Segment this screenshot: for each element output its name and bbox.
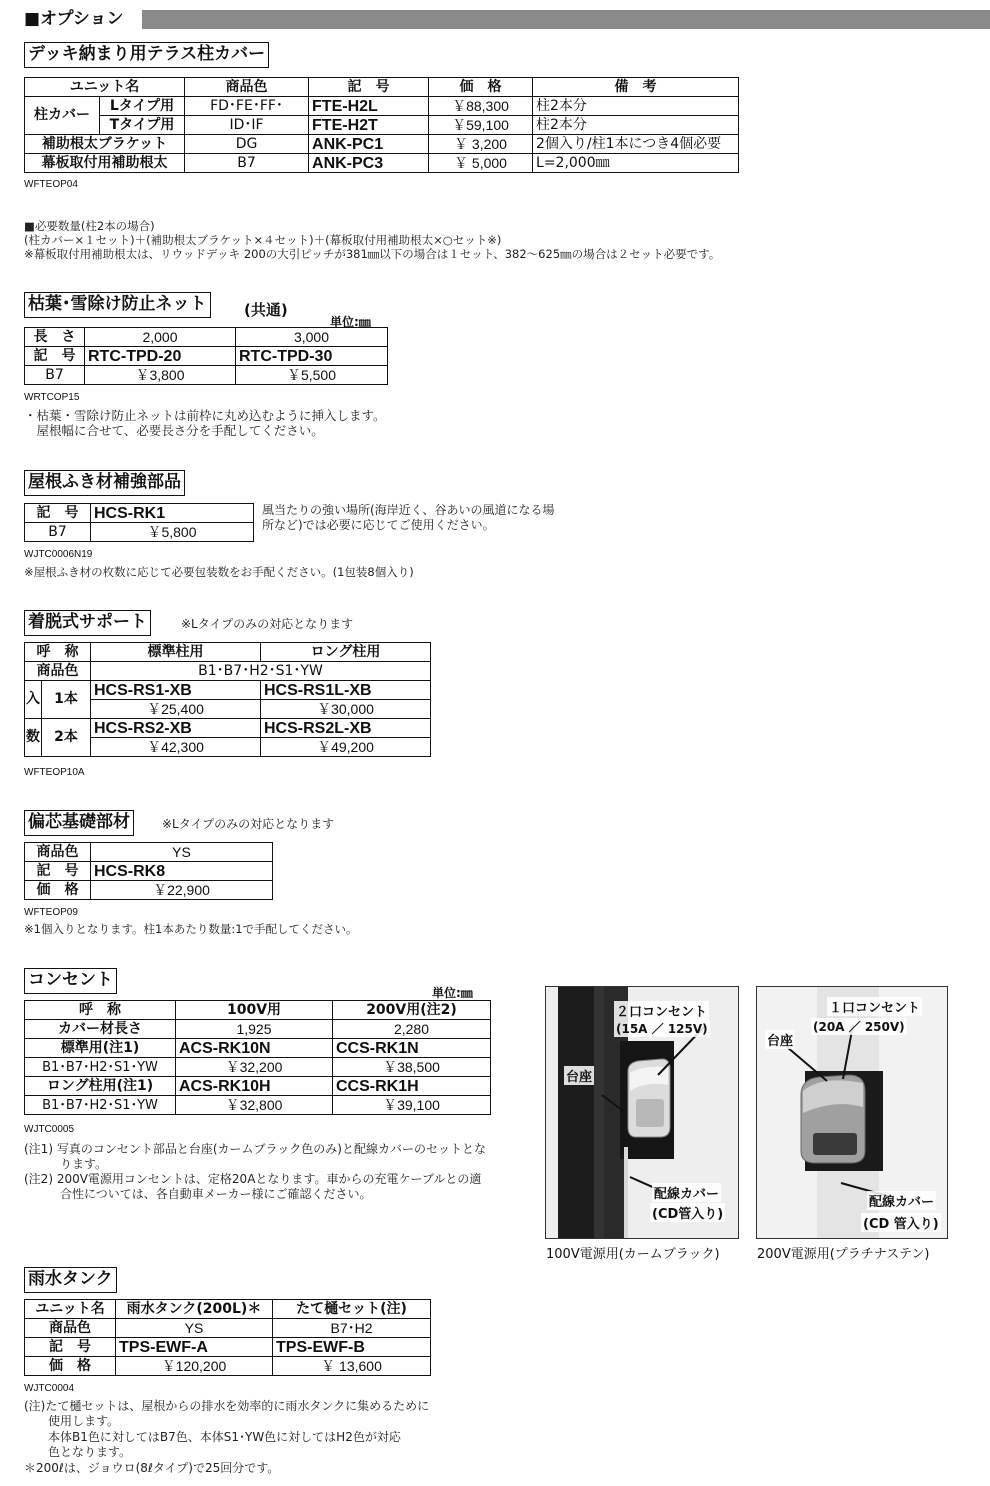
tank-code: TPS-EWF-A [116,1338,273,1357]
outlet-price: ￥38,500 [333,1058,491,1077]
net-ref-code: WRTCOP15 [24,392,80,403]
deck-title: デッキ納まり用テラス柱カバー [24,42,269,68]
outlet-title: コンセント [24,968,117,994]
table-row [25,1357,431,1376]
deck-ref-code: WFTEOP04 [24,179,78,190]
photo1-cover-spec: (CD管入り) [650,1203,725,1222]
deck-code: ANK-PC3 [309,154,429,173]
deck-price: ￥59,100 [429,116,533,135]
outlet-note-line: (注2) 200V電源用コンセントは、定格20Aとなります。車からの充電ケーブルとの適 [24,1172,482,1186]
tank-note-line: (注)たて樋セットは、屋根からの排水を効率的に雨水タンクに集めるために [24,1399,430,1413]
outlet-header: 200V用(注2) [333,1001,491,1020]
support-color-value: B1･B7･H2･S1･YW [91,662,431,681]
deck-color: ID･IF [185,116,309,135]
support-color-label: 商品色 [25,662,91,681]
table-row [25,862,273,881]
support-header: 標準柱用 [91,643,261,662]
table-row [25,1319,431,1338]
table-row [25,843,273,862]
tank-note-line: 使用します。 [24,1414,120,1428]
eccentric-label: 価 格 [25,881,91,900]
outlet-header: 呼 称 [25,1001,176,1020]
table-row [25,366,388,385]
deck-header-note: 備 考 [533,78,739,97]
tank-value: B7･H2 [273,1319,431,1338]
support-ref-code: WFTEOP10A [24,767,85,778]
eccentric-side-note: ※Lタイプのみの対応となります [162,817,335,831]
outlet-value: 1,925 [176,1020,333,1039]
deck-color: FD･FE･FF･ [185,97,309,116]
tank-header: ユニット名 [25,1300,116,1319]
table-row [25,523,254,542]
tank-header: 雨水タンク(200L)＊ [116,1300,273,1319]
table-row [25,681,431,700]
outlet-label: B1･B7･H2･S1･YW [25,1058,176,1077]
deck-code: FTE-H2L [309,97,429,116]
photo1-caption: 100V電源用(カームブラック) [546,1247,720,1262]
outlet-code: CCS-RK1N [333,1039,491,1058]
deck-header-color: 商品色 [185,78,309,97]
deck-unit-sub: Tタイプ用 [100,116,185,135]
net-label: 長 さ [25,328,85,347]
tank-ref-code: WJTC0004 [24,1383,75,1394]
deck-code: ANK-PC1 [309,135,429,154]
table-row [25,135,739,154]
photo2-caption: 200V電源用(プラチナステン) [757,1247,930,1262]
table-row [25,662,431,681]
net-price: ￥5,500 [236,366,388,385]
net-label: 記 号 [25,347,85,366]
eccentric-ref-code: WFTEOP09 [24,907,78,918]
deck-unit-main: 柱カバー [25,97,100,135]
net-label: B7 [25,366,85,385]
support-qty: 2本 [42,719,91,757]
deck-note: 2個入り/柱1本につき4個必要 [533,135,739,154]
table-row [25,1039,491,1058]
table-row [25,347,388,366]
table-row [25,1338,431,1357]
roof-table [24,503,254,542]
support-side-note: ※Lタイプのみの対応となります [181,617,354,631]
section-header-bar [142,10,990,29]
support-price: ￥49,200 [261,738,431,757]
net-note-line: ・枯葉・雪除け防止ネットは前枠に丸め込むように挿入します。 [24,408,386,423]
deck-color: DG [185,135,309,154]
net-suffix: (共通) [244,301,288,319]
outlet-label: B1･B7･H2･S1･YW [25,1096,176,1115]
tank-note-line: 色となります。 [24,1445,132,1459]
tank-title: 雨水タンク [24,1267,117,1293]
support-price: ￥42,300 [91,738,261,757]
outlet-note-line: ります。 [24,1157,108,1171]
support-qty-label: 数 [25,719,42,757]
outlet-price: ￥39,100 [333,1096,491,1115]
support-header: 呼 称 [25,643,91,662]
photo1-spec: (15A ／ 125V) [616,1022,708,1036]
deck-header-unit: ユニット名 [25,78,185,97]
eccentric-note: ※1個入りとなります。柱1本あたり数量:1で手配してください。 [24,922,358,936]
eccentric-table [24,842,273,900]
outlet-note-line: (注1) 写真のコンセント部品と台座(カームブラック色のみ)と配線カバーのセットとな [24,1142,486,1156]
tank-label: 価 格 [25,1357,116,1376]
outlet-value: 2,280 [333,1020,491,1039]
table-row [25,1020,491,1039]
tank-price: ￥120,200 [116,1357,273,1376]
table-row [25,719,431,738]
net-value: 3,000 [236,328,388,347]
tank-note-line: ＊200ℓは、ジョウロ(8ℓタイプ)で25回分です。 [24,1461,280,1475]
outlet-ref-code: WJTC0005 [24,1124,75,1135]
tank-code: TPS-EWF-B [273,1338,431,1357]
outlet-label: 標準用(注1) [25,1039,176,1058]
roof-side-note: 所など)では必要に応じてご使用ください。 [262,518,495,532]
photo2-label: １口コンセント [827,997,922,1016]
roof-side-note: 風当たりの強い場所(海岸近く、谷あいの風道になる場 [262,503,555,517]
photo2-base-label: 台座 [765,1030,795,1049]
tank-value: YS [116,1319,273,1338]
tank-label: 商品色 [25,1319,116,1338]
outlet-label: カバー材長さ [25,1020,176,1039]
deck-header-code: 記 号 [309,78,429,97]
outlet-code: CCS-RK1H [333,1077,491,1096]
roof-label: B7 [25,523,91,542]
table-row [25,154,739,173]
support-code: HCS-RS1L-XB [261,681,431,700]
table-row [25,116,739,135]
photo2-cover-spec: (CD 管入り) [861,1213,941,1232]
support-code: HCS-RS2-XB [91,719,261,738]
deck-price: ￥ 3,200 [429,135,533,154]
eccentric-label: 商品色 [25,843,91,862]
support-header: ロング柱用 [261,643,431,662]
outlet-code: ACS-RK10H [176,1077,333,1096]
roof-price: ￥5,800 [91,523,254,542]
deck-note: 柱2本分 [533,116,739,135]
tank-note-line: 本体B1色に対してはB7色、本体S1･YW色に対してはH2色が対応 [24,1430,401,1444]
deck-unit-sub: Lタイプ用 [100,97,185,116]
outlet-note-line: 合性については、各自動車メーカー様にご確認ください。 [24,1187,372,1201]
net-title: 枯葉･雪除け防止ネット [24,292,211,318]
deck-note-line: ■必要数量(柱2本の場合) [24,219,155,233]
eccentric-price: ￥22,900 [91,881,273,900]
tank-table [24,1299,431,1376]
table-row [25,1058,491,1077]
deck-color: B7 [185,154,309,173]
roof-label: 記 号 [25,504,91,523]
net-code: RTC-TPD-20 [85,347,236,366]
photo1-label: ２口コンセント [614,1001,709,1020]
eccentric-label: 記 号 [25,862,91,881]
outlet-price: ￥32,800 [176,1096,333,1115]
support-price: ￥25,400 [91,700,261,719]
net-price: ￥3,800 [85,366,236,385]
deck-price: ￥88,300 [429,97,533,116]
section-header [24,8,990,30]
table-row [25,504,254,523]
outlet-price: ￥32,200 [176,1058,333,1077]
eccentric-code: HCS-RK8 [91,862,273,881]
table-row [25,1077,491,1096]
deck-unit: 補助根太ブラケット [25,135,185,154]
section-title: ■オプション [24,8,130,30]
photo1-cover-label: 配線カバー [652,1183,721,1202]
photo1-base-label: 台座 [564,1066,594,1085]
deck-unit: 幕板取付用補助根太 [25,154,185,173]
deck-price: ￥ 5,000 [429,154,533,173]
support-title: 着脱式サポート [24,610,151,636]
table-row [25,78,739,97]
outlet-unit: 単位:㎜ [432,986,473,1000]
eccentric-value: YS [91,843,273,862]
support-qty-label: 入 [25,681,42,719]
table-row [25,1001,491,1020]
outlet-header: 100V用 [176,1001,333,1020]
tank-header: たて樋セット(注) [273,1300,431,1319]
deck-table [24,77,739,173]
deck-note: 柱2本分 [533,97,739,116]
deck-header-price: 価 格 [429,78,533,97]
table-row [25,1096,491,1115]
eccentric-title: 偏芯基礎部材 [24,810,134,836]
deck-note-line: (柱カバー×１セット)＋(補助根太ブラケット×４セット)＋(幕板取付用補助根太×○セット※) [24,233,502,247]
roof-title: 屋根ふき材補強部品 [24,470,185,496]
support-table [24,642,431,757]
outlet-code: ACS-RK10N [176,1039,333,1058]
net-unit: 単位:㎜ [330,315,371,329]
support-code: HCS-RS1-XB [91,681,261,700]
support-price: ￥30,000 [261,700,431,719]
support-code: HCS-RS2L-XB [261,719,431,738]
tank-price: ￥ 13,600 [273,1357,431,1376]
outlet-photo-100v [545,986,739,1239]
photo2-cover-label: 配線カバー [867,1191,936,1210]
table-row [25,881,273,900]
deck-note-line: ※幕板取付用補助根太は、リウッドデッキ 200の大引ピッチが381㎜以下の場合は１セット、382～625㎜の場合は２セット必要です。 [24,247,721,261]
net-note-line: 屋根幅に合せて、必要長さ分を手配してください。 [24,423,324,438]
table-row [25,328,388,347]
deck-note: L=2,000㎜ [533,154,739,173]
table-row [25,643,431,662]
table-row [25,97,739,116]
deck-code: FTE-H2T [309,116,429,135]
outlet-label: ロング柱用(注1) [25,1077,176,1096]
table-row [25,1300,431,1319]
roof-ref-code: WJTC0006N19 [24,549,93,560]
outlet-table [24,1000,491,1115]
support-qty: 1本 [42,681,91,719]
roof-note: ※屋根ふき材の枚数に応じて必要包装数をお手配ください。(1包装8個入り) [24,565,414,579]
net-value: 2,000 [85,328,236,347]
outlet-photo-200v [756,986,948,1239]
net-code: RTC-TPD-30 [236,347,388,366]
photo2-spec: (20A ／ 250V) [813,1020,905,1034]
roof-code: HCS-RK1 [91,504,254,523]
tank-label: 記 号 [25,1338,116,1357]
net-table [24,327,388,385]
